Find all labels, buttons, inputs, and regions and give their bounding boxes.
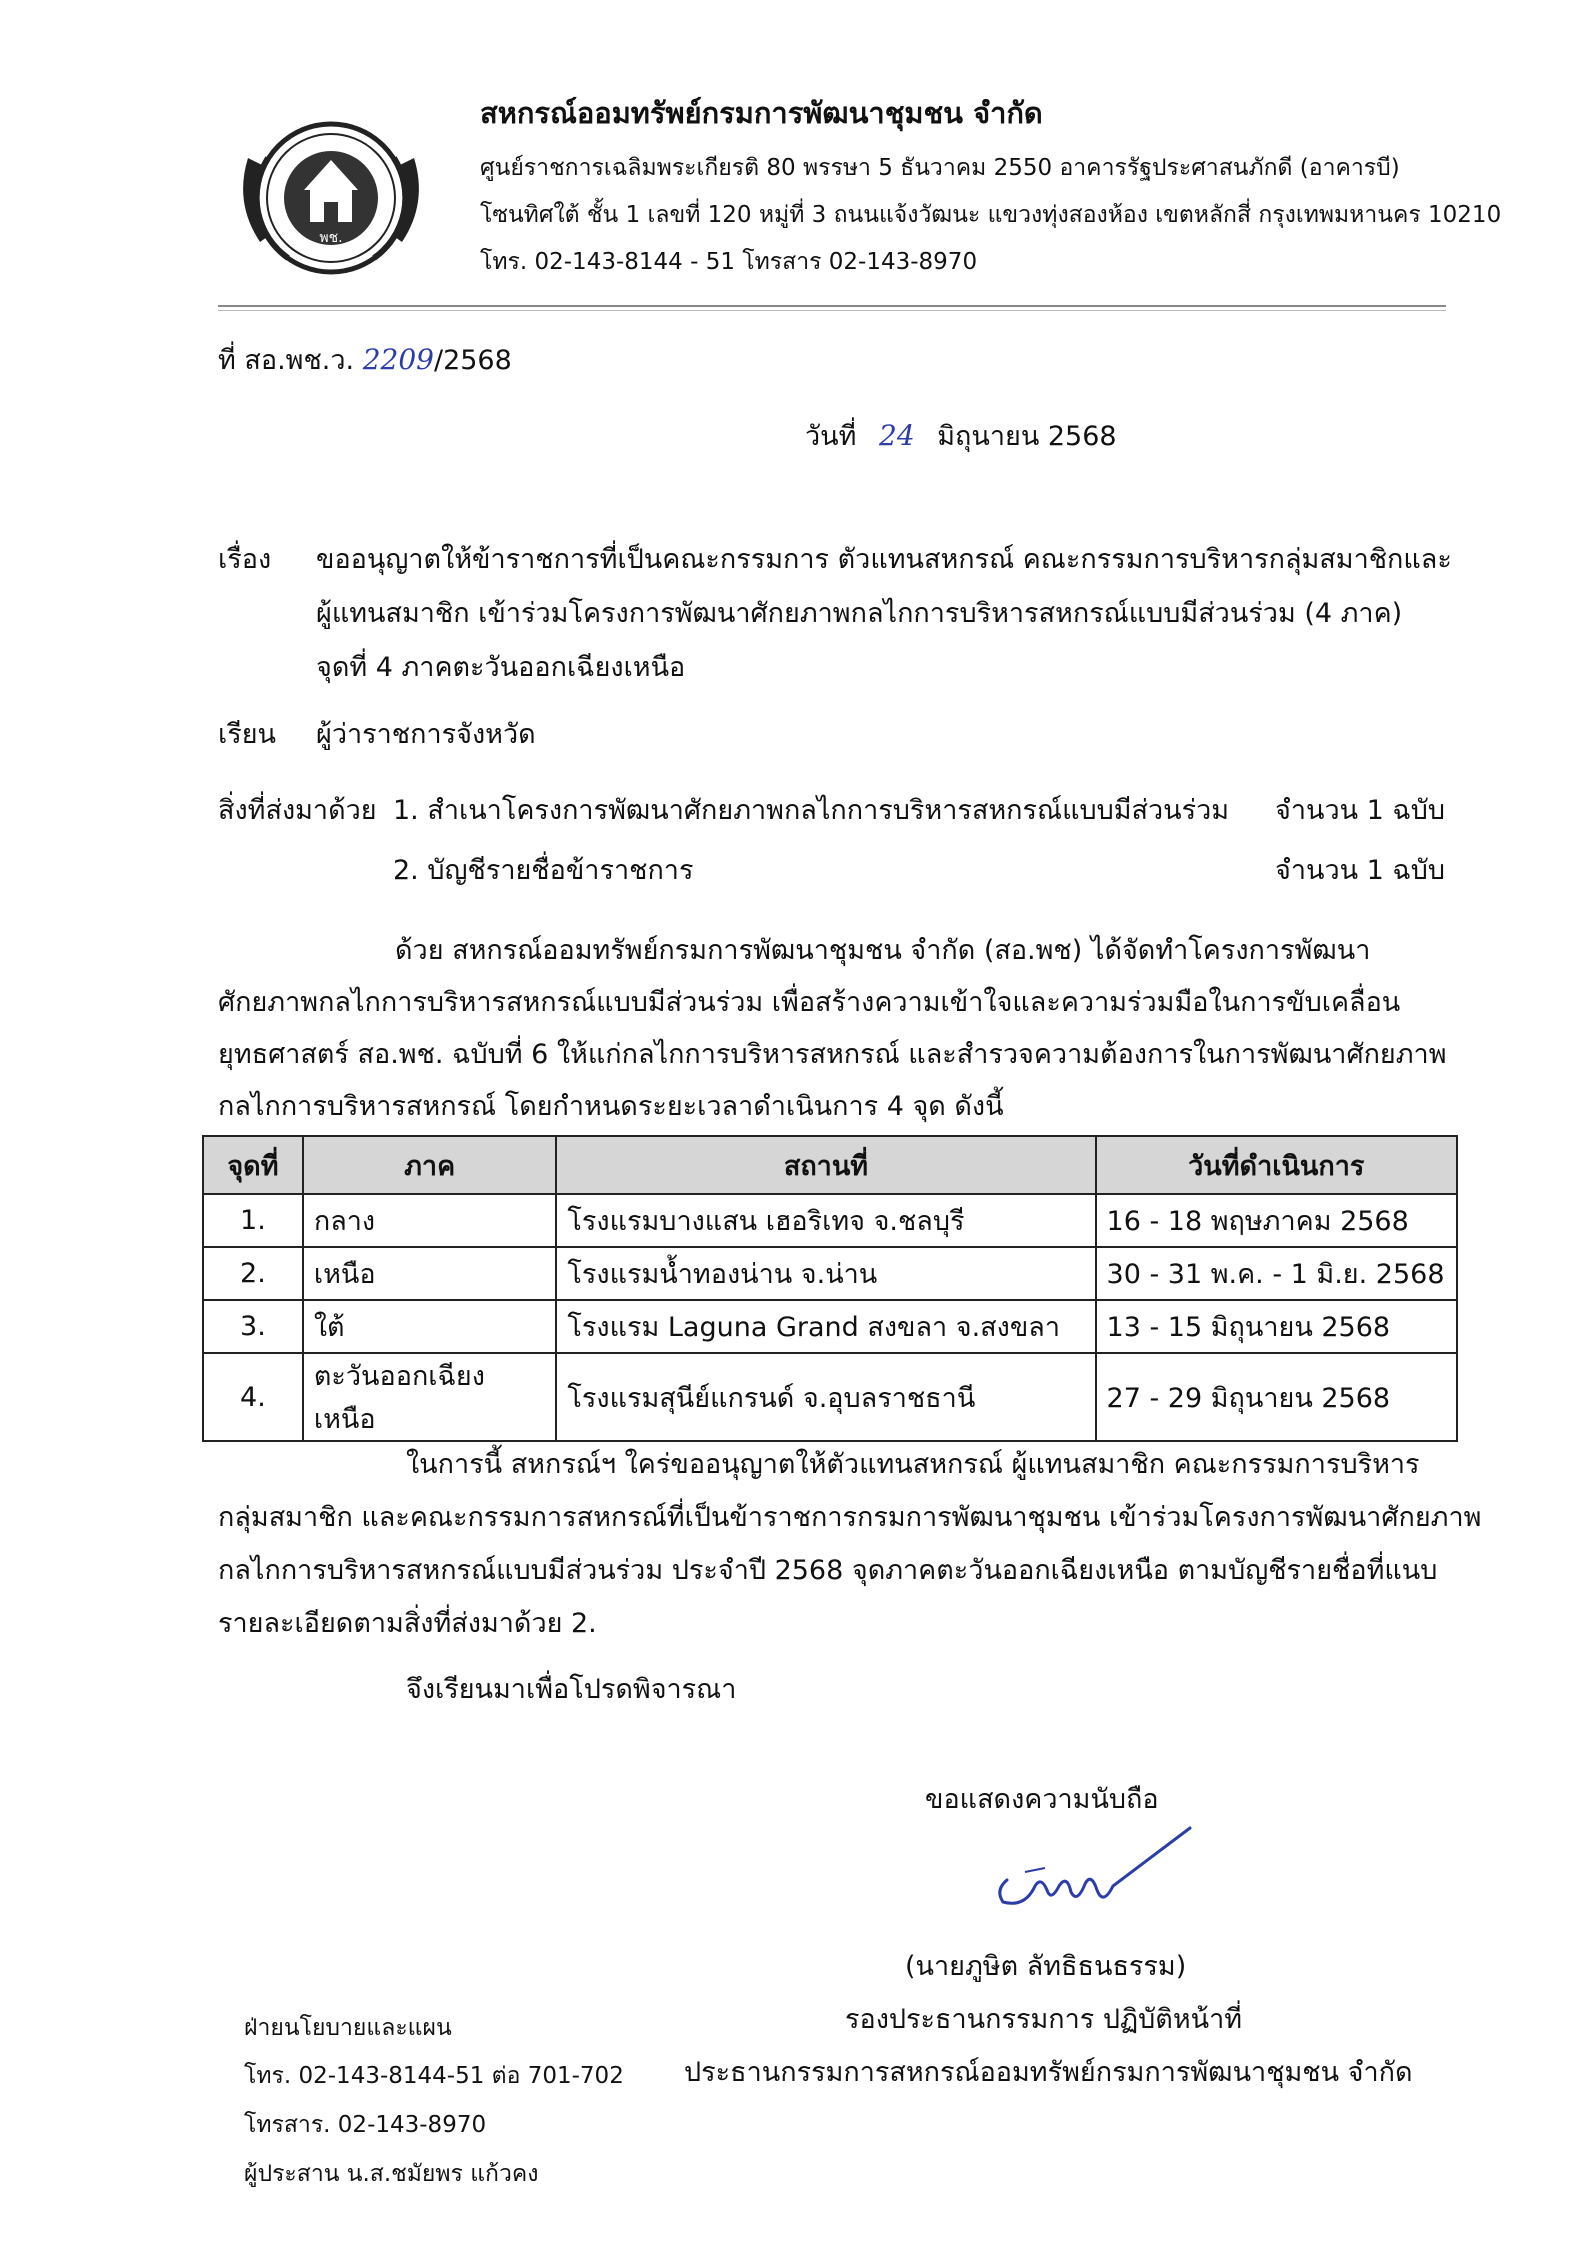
cell-venue: โรงแรมสุนีย์แกรนด์ จ.อุบลราชธานี bbox=[556, 1353, 1095, 1441]
cell-venue: โรงแรมบางแสน เฮอริเทจ จ.ชลบุรี bbox=[556, 1194, 1095, 1247]
subject-line-1: ขออนุญาตให้ข้าราชการที่เป็นคณะกรรมการ ตัวแทนสหกรณ์ คณะกรรมการบริหารกลุ่มสมาชิกและ bbox=[316, 544, 1452, 575]
subject-line-2: ผู้แทนสมาชิก เข้าร่วมโครงการพัฒนาศักยภาพกลไกการบริหารสหกรณ์แบบมีส่วนร่วม (4 ภาค) bbox=[316, 598, 1403, 629]
table-header-row bbox=[203, 1136, 1457, 1194]
cell-region: ตะวันออกเฉียงเหนือ bbox=[303, 1353, 557, 1441]
cell-region: กลาง bbox=[303, 1194, 557, 1247]
paragraph2-line-2: กลุ่มสมาชิก และคณะกรรมการสหกรณ์ที่เป็นข้าราชการกรมการพัฒนาชุมชน เข้าร่วมโครงการพัฒนาศักยภาพ bbox=[218, 1502, 1482, 1533]
footer-phone: โทร. 02-143-8144-51 ต่อ 701-702 bbox=[244, 2063, 624, 2089]
subject-line-3: จุดที่ 4 ภาคตะวันออกเฉียงเหนือ bbox=[316, 652, 686, 683]
header-divider-thin bbox=[218, 310, 1446, 311]
cell-region: ใต้ bbox=[303, 1300, 557, 1353]
table-row bbox=[203, 1353, 1457, 1441]
paragraph1-line-1: ด้วย สหกรณ์ออมทรัพย์กรมการพัฒนาชุมชน จำกัด (สอ.พช) ได้จัดทำโครงการพัฒนา bbox=[395, 935, 1371, 966]
logo-center-text: พช. bbox=[319, 230, 343, 246]
reference-prefix: ที่ สอ.พช.ว. bbox=[218, 345, 355, 376]
header-divider bbox=[218, 305, 1446, 307]
cell-dates: 16 - 18 พฤษภาคม 2568 bbox=[1096, 1194, 1457, 1247]
reference-suffix: /2568 bbox=[433, 345, 512, 376]
cell-region: เหนือ bbox=[303, 1247, 557, 1300]
cell-point: 4. bbox=[203, 1353, 303, 1441]
recipient-label: เรียน bbox=[218, 719, 277, 750]
paragraph2-line-4: รายละเอียดตามสิ่งที่ส่งมาด้วย 2. bbox=[218, 1608, 597, 1639]
signer-name: (นายภูษิต ลัทธิธนธรรม) bbox=[905, 1951, 1187, 1982]
organization-logo bbox=[228, 118, 434, 280]
date-handwritten-day: 24 bbox=[879, 419, 915, 452]
document-date bbox=[805, 414, 1117, 457]
address-line-1: ศูนย์ราชการเฉลิมพระเกียรติ 80 พรรษา 5 ธันวาคม 2550 อาคารรัฐประศาสนภักดี (อาคารบี) bbox=[480, 155, 1400, 181]
enclosures-label: สิ่งที่ส่งมาด้วย bbox=[218, 795, 377, 826]
address-line-2: โซนทิศใต้ ชั้น 1 เลขที่ 120 หมู่ที่ 3 ถนนแจ้งวัฒนะ แขวงทุ่งสองห้อง เขตหลักสี่ กรุงเทพมหานคร 10210 bbox=[480, 202, 1502, 228]
col-header-venue: สถานที่ bbox=[556, 1136, 1095, 1194]
cell-dates: 30 - 31 พ.ค. - 1 มิ.ย. 2568 bbox=[1096, 1247, 1457, 1300]
venue-schedule-table bbox=[202, 1135, 1458, 1442]
table-row bbox=[203, 1194, 1457, 1247]
footer-coordinator: ผู้ประสาน น.ส.ชมัยพร แก้วคง bbox=[244, 2161, 539, 2187]
cell-venue: โรงแรม Laguna Grand สงขลา จ.สงขลา bbox=[556, 1300, 1095, 1353]
enclosure-item-2-qty: จำนวน 1 ฉบับ bbox=[1275, 855, 1446, 886]
date-prefix: วันที่ bbox=[805, 421, 857, 452]
enclosure-item-1: 1. สำเนาโครงการพัฒนาศักยภาพกลไกการบริหารสหกรณ์แบบมีส่วนร่วม bbox=[393, 795, 1230, 826]
footer-department: ฝ่ายนโยบายและแผน bbox=[244, 2015, 452, 2041]
col-header-region: ภาค bbox=[303, 1136, 557, 1194]
date-month-year: มิถุนายน 2568 bbox=[937, 421, 1117, 452]
cell-point: 2. bbox=[203, 1247, 303, 1300]
contact-line: โทร. 02-143-8144 - 51 โทรสาร 02-143-8970 bbox=[480, 249, 978, 275]
table-row bbox=[203, 1300, 1457, 1353]
reference-number bbox=[218, 338, 512, 381]
regards: ขอแสดงความนับถือ bbox=[925, 1784, 1159, 1815]
col-header-dates: วันที่ดำเนินการ bbox=[1096, 1136, 1457, 1194]
signer-position-line-1: รองประธานกรรมการ ปฏิบัติหน้าที่ bbox=[845, 2004, 1243, 2035]
paragraph1-line-4: กลไกการบริหารสหกรณ์ โดยกำหนดระยะเวลาดำเนินการ 4 จุด ดังนี้ bbox=[218, 1091, 1004, 1122]
recipient-name: ผู้ว่าราชการจังหวัด bbox=[316, 719, 536, 750]
cell-dates: 13 - 15 มิถุนายน 2568 bbox=[1096, 1300, 1457, 1353]
closing-request: จึงเรียนมาเพื่อโปรดพิจารณา bbox=[406, 1674, 737, 1705]
table-row bbox=[203, 1247, 1457, 1300]
paragraph2-line-3: กลไกการบริหารสหกรณ์แบบมีส่วนร่วม ประจำปี 2568 จุดภาคตะวันออกเฉียงเหนือ ตามบัญชีรายชื่อที่แนบ bbox=[218, 1555, 1438, 1586]
cell-point: 1. bbox=[203, 1194, 303, 1247]
col-header-point: จุดที่ bbox=[203, 1136, 303, 1194]
paragraph2-line-1: ในการนี้ สหกรณ์ฯ ใคร่ขออนุญาตให้ตัวแทนสหกรณ์ ผู้แทนสมาชิก คณะกรรมการบริหาร bbox=[406, 1449, 1420, 1480]
signer-position-line-2: ประธานกรรมการสหกรณ์ออมทรัพย์กรมการพัฒนาชุมชน จำกัด bbox=[684, 2057, 1413, 2088]
subject-label: เรื่อง bbox=[218, 544, 272, 575]
cell-point: 3. bbox=[203, 1300, 303, 1353]
organization-name: สหกรณ์ออมทรัพย์กรมการพัฒนาชุมชน จำกัด bbox=[480, 96, 1043, 130]
enclosure-item-2: 2. บัญชีรายชื่อข้าราชการ bbox=[393, 855, 694, 886]
paragraph1-line-3: ยุทธศาสตร์ สอ.พช. ฉบับที่ 6 ให้แก่กลไกการบริหารสหกรณ์ และสำรวจความต้องการในการพัฒนาศักยภาพ bbox=[218, 1039, 1447, 1070]
footer-fax: โทรสาร. 02-143-8970 bbox=[244, 2112, 487, 2138]
cell-dates: 27 - 29 มิถุนายน 2568 bbox=[1096, 1353, 1457, 1441]
paragraph1-line-2: ศักยภาพกลไกการบริหารสหกรณ์แบบมีส่วนร่วม เพื่อสร้างความเข้าใจและความร่วมมือในการขับเคลื่อน bbox=[218, 987, 1401, 1018]
reference-handwritten-number: 2209 bbox=[362, 343, 434, 376]
handwritten-signature bbox=[985, 1820, 1195, 1930]
cell-venue: โรงแรมน้ำทองน่าน จ.น่าน bbox=[556, 1247, 1095, 1300]
enclosure-item-1-qty: จำนวน 1 ฉบับ bbox=[1275, 795, 1446, 826]
